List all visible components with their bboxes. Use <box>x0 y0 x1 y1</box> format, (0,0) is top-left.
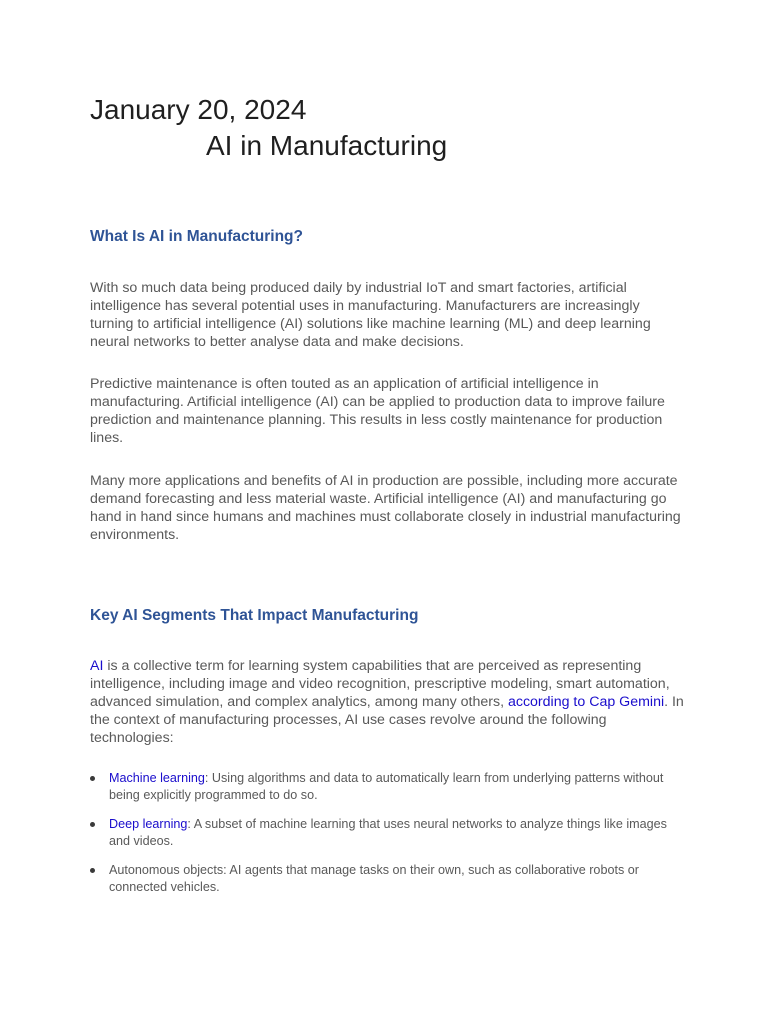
bullet-dot-icon <box>90 822 95 827</box>
autonomous-objects-description: Autonomous objects: AI agents that manage tasks on their own, such as collaborative robots or connected vehicles. <box>109 863 639 894</box>
paragraph-intro: With so much data being produced daily by industrial IoT and smart factories, artificial intelligence has several potential uses in manufacturing. Manufacturers are increasingly turning to artificial intelligence (AI) solutions like machine learning (ML) and deep learning neural networks to better analyse data and make decisions. <box>90 280 651 350</box>
link-deep-learning[interactable]: Deep learning <box>109 817 188 831</box>
paragraph-predictive-maintenance: Predictive maintenance is often touted as an application of artificial intelligence in manufacturing. Artificial intelligence (AI) can be applied to production data to improve failure prediction and maintenance planning. This results in less costly maintenance for production lines. <box>90 376 665 446</box>
bullet-dot-icon <box>90 776 95 781</box>
machine-learning-description: : Using algorithms and data to automatically learn from underlying patterns without being explicitly programmed to do so. <box>109 771 664 802</box>
section-heading-key-segments: Key AI Segments That Impact Manufacturing <box>90 607 419 624</box>
paragraph-applications: Many more applications and benefits of AI in production are possible, including more accurate demand forecasting and less material waste. Artificial intelligence (AI) and manufacturing go hand in hand since humans and machines must collaborate closely in industrial manufacturing environments. <box>90 473 681 543</box>
link-cap-gemini[interactable]: according to Cap Gemini <box>507 694 665 710</box>
section-heading-what-is-ai: What Is AI in Manufacturing? <box>90 228 303 245</box>
link-machine-learning[interactable]: Machine learning <box>109 771 205 785</box>
list-item-deep-learning <box>90 816 690 850</box>
deep-learning-description: : A subset of machine learning that uses neural networks to analyze things like images and videos. <box>109 817 667 848</box>
document-title: AI in Manufacturing <box>206 130 448 161</box>
document-date: January 20, 2024 <box>90 94 307 125</box>
technology-bullet-list <box>90 770 690 908</box>
list-item-autonomous-objects <box>90 862 690 896</box>
ai-definition-text-b: . In the context of manufacturing processes, AI use cases revolve around the following technologies: <box>90 694 684 746</box>
link-ai[interactable]: AI <box>90 658 104 674</box>
bullet-dot-icon <box>90 868 95 873</box>
list-item-machine-learning <box>90 770 690 804</box>
paragraph-ai-definition <box>90 657 686 747</box>
ai-definition-text-a: is a collective term for learning system capabilities that are perceived as representing intelligence, including image and video recognition, prescriptive modeling, smart automation, advanced simulation, and complex analytics, among many others, <box>90 658 670 710</box>
